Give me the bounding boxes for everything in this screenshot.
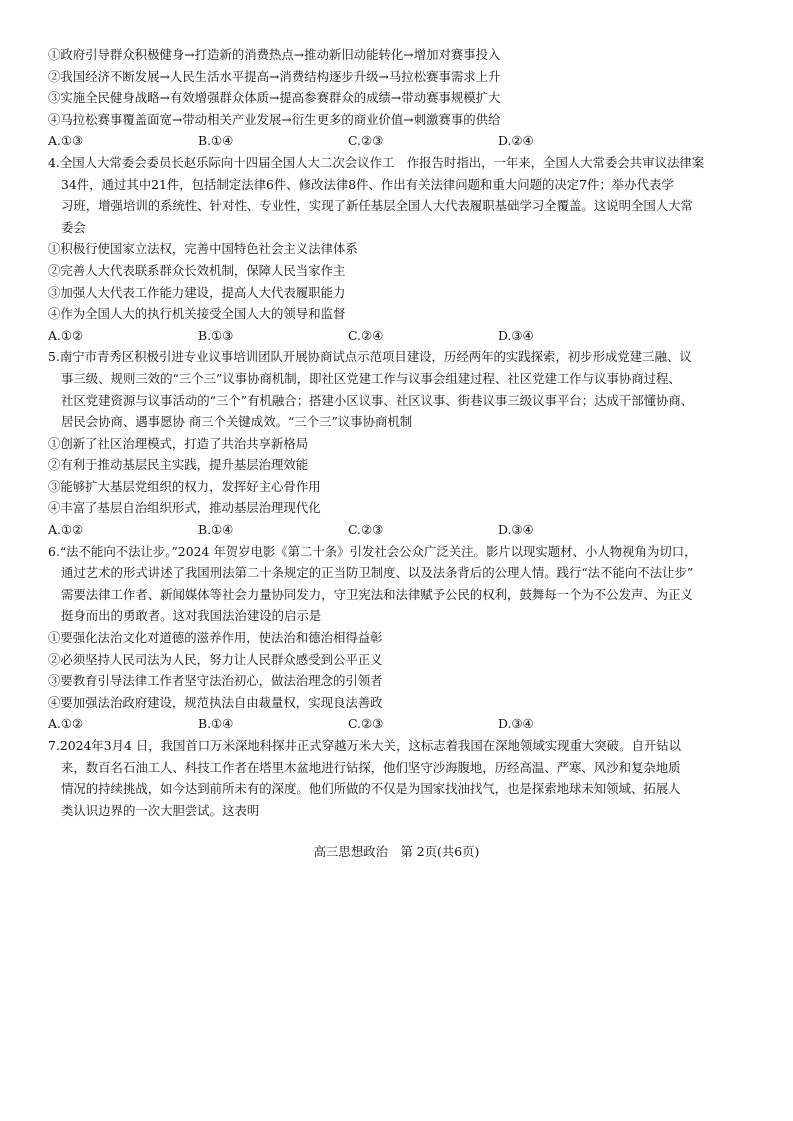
q7-stem-line-1: 7.2024年3月4 日，我国首口万米深地科探井正式穿越万米大关，这标志着我国在深地领域实现重大突破。自开钻以 [48,738,682,753]
question-4 [48,152,783,346]
q5-item-3: ③能够扩大基层党组织的权力，发挥好主心骨作用 [48,478,321,494]
q3-item-1: ①政府引导群众积极健身→打造新的消费热点→推动新旧动能转化→增加对赛事投入 [48,47,501,62]
q6-item-4: ④要加强法治政府建设，规范执法自由裁量权，实现良法善政 [48,694,383,710]
q4-stem-line-2: 34件，通过其中21件，包括制定法律6件、修改法律8件、作出有关法律问题和重大问题的决定7件；举办代表学 [61,176,674,192]
q4-option-b: B.①③ [198,327,234,343]
q5-stem-line-1: 5.南宁市青秀区积极引进专业议事培训团队开展协商试点示范项目建设，历经两年的实践探索，初步形成党建三融、议 [48,349,692,365]
q3-item-2: ②我国经济不断发展→人民生活水平提高→消费结构逐步升级→马拉松赛事需求上升 [48,68,501,84]
q6-option-b: B.①④ [198,716,234,732]
q3-item-3: ③实施全民健身战略→有效增强群众体质→提高参赛群众的成绩→带动赛事规模扩大 [48,90,501,106]
q5-stem-line-4: 居民会协商、遇事愿协 商三个关键成效。“三个三”议事协商机制 [61,414,413,430]
q3-item-4: ④马拉松赛事覆盖面宽→带动相关产业发展→衍生更多的商业价值→刺激赛事的供给 [48,111,501,127]
question-7 [48,735,783,821]
q6-stem-line-1: 6.“法不能向不法让步。”2024 年贺岁电影《第二十条》引发社会公众广泛关注。影片以现实题材、小人物视角为切口， [48,543,697,559]
q6-option-d: D.③④ [498,716,534,732]
q4-item-4: ④作为全国人大的执行机关接受全国人大的领导和监督 [48,306,346,322]
q4-item-1: ①积极行使国家立法权，完善中国特色社会主义法律体系 [48,241,358,257]
q6-stem-line-3: 需要法律工作者、新闻媒体等社会力量协同发力，守卫宪法和法律赋予公民的权利，鼓舞每一个为不公发声、为正义 [61,586,693,602]
q5-options [48,519,783,541]
q6-item-3: ③要教育引导法律工作者坚守法治初心，做法治理念的引领者 [48,673,383,689]
q6-option-a: A.①② [48,716,84,732]
q6-options [48,713,783,735]
q4-option-c: C.②④ [348,327,384,343]
q5-option-c: C.②③ [348,522,384,538]
q6-option-c: C.②③ [348,716,384,732]
page-content [48,44,783,821]
q6-stem-line-4: 挺身而出的勇敢者。这对我国法治建设的启示是 [61,608,322,624]
q5-item-4: ④丰富了基层自治组织形式，推动基层治理现代化 [48,500,321,516]
q4-option-a: A.①② [48,327,84,343]
q4-item-2: ②完善人大代表联系群众长效机制，保障人民当家作主 [48,262,346,278]
q5-option-a: A.①② [48,522,84,538]
q7-stem-line-4: 类认识边界的一次大胆尝试。这表明 [61,802,260,818]
q7-stem-line-3: 情况的持续挑战，如今达到前所未有的深度。他们所做的不仅是为国家找油找气，也是探索地球未知领域、拓展人 [61,781,681,797]
q4-options [48,325,783,347]
q5-option-d: D.③④ [498,522,534,538]
q4-stem-line-4: 委会 [61,219,86,235]
q4-item-3: ③加强人大代表工作能力建设，提高人大代表履职能力 [48,284,346,300]
q4-stem-line-1: 4.全国人大常委会委员长赵乐际向十四届全国人大二次会议作工 作报告时指出，一年来，全国人大常委会共审议法律案 [48,154,705,170]
q5-item-2: ②有利于推动基层民主实践，提升基层治理效能 [48,457,309,473]
q7-stem-line-2: 来，数百名石油工人、科技工作者在塔里木盆地进行钻探，他们坚守沙海腹地，历经高温、严寒、风沙和复杂地质 [61,759,681,775]
q5-stem-line-2: 事三级、规则三效的“三个三”议事协商机制，即社区党建工作与议事会组建过程、社区党建工作与议事协商过程、 [61,370,681,386]
q3-option-a: A.①③ [48,133,84,149]
question-3-tail [48,44,783,152]
q6-item-2: ②必须坚持人民司法为人民，努力让人民群众感受到公平正义 [48,651,383,667]
question-6 [48,541,783,735]
q3-options [48,130,783,152]
q5-item-1: ①创新了社区治理模式，打造了共治共享新格局 [48,435,309,451]
q4-stem-line-3: 习班，增强培训的系统性、针对性、专业性，实现了新任基层全国人大代表履职基础学习全覆盖。这说明全国人大常 [61,198,693,214]
q3-option-b: B.①④ [198,133,234,149]
q6-item-1: ①要强化法治文化对道德的滋养作用，使法治和德治相得益彰 [48,630,383,646]
q4-option-d: D.③④ [498,327,534,343]
q5-stem-line-3: 社区党建资源与议事活动的“三个”有机融合；搭建小区议事、社区议事、街巷议事三级议事平台；达成干部懂协商、 [61,392,694,408]
page-footer: 高三思想政治 第 2页(共6页) [313,844,480,859]
q5-option-b: B.①④ [198,522,234,538]
question-5 [48,346,783,540]
q3-option-d: D.②④ [498,133,534,149]
q6-stem-line-2: 通过艺术的形式讲述了我国刑法第二十条规定的正当防卫制度、以及法条背后的公理人情。践行“法不能向不法让步” [61,565,694,581]
q3-option-c: C.②③ [348,133,384,149]
